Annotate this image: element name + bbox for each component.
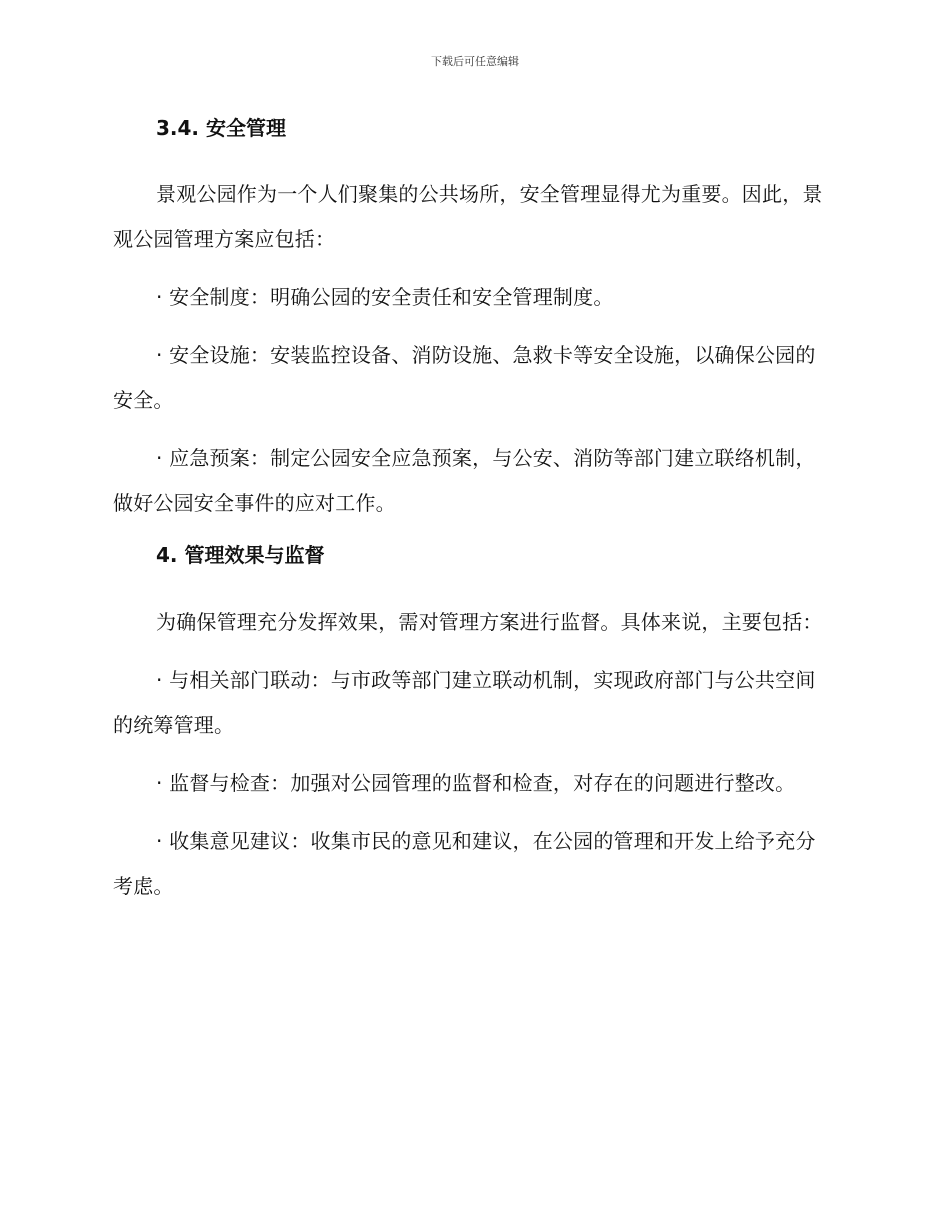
section-heading-4: 4. 管理效果与监督: [156, 543, 325, 567]
list-item-collect-suggestions: · 收集意见建议：收集市民的意见和建议，在公园的管理和开发上给予充分考虑。: [113, 829, 816, 898]
list-item-safety-facilities: · 安全设施：安装监控设备、消防设施、急救卡等安全设施，以确保公园的安全。: [113, 343, 816, 412]
section-3-4-intro: 景观公园作为一个人们聚集的公共场所，安全管理显得尤为重要。因此，景观公园管理方案应包括：: [113, 182, 823, 251]
section-4-intro: 为确保管理充分发挥效果，需对管理方案进行监督。具体来说，主要包括：: [156, 610, 823, 634]
list-item-emergency-plan: · 应急预案：制定公园安全应急预案，与公安、消防等部门建立联络机制，做好公园安全事件的应对工作。: [113, 446, 816, 515]
page-header: 下载后可任意编辑: [431, 55, 519, 68]
list-item-safety-system: · 安全制度：明确公园的安全责任和安全管理制度。: [156, 285, 614, 309]
document-body: [113, 112, 835, 922]
list-item-supervision-inspection: · 监督与检查：加强对公园管理的监督和检查，对存在的问题进行整改。: [156, 771, 796, 795]
list-item-department-linkage: · 与相关部门联动：与市政等部门建立联动机制，实现政府部门与公共空间的统筹管理。: [113, 668, 816, 737]
section-heading-3-4: 3.4. 安全管理: [156, 116, 286, 140]
